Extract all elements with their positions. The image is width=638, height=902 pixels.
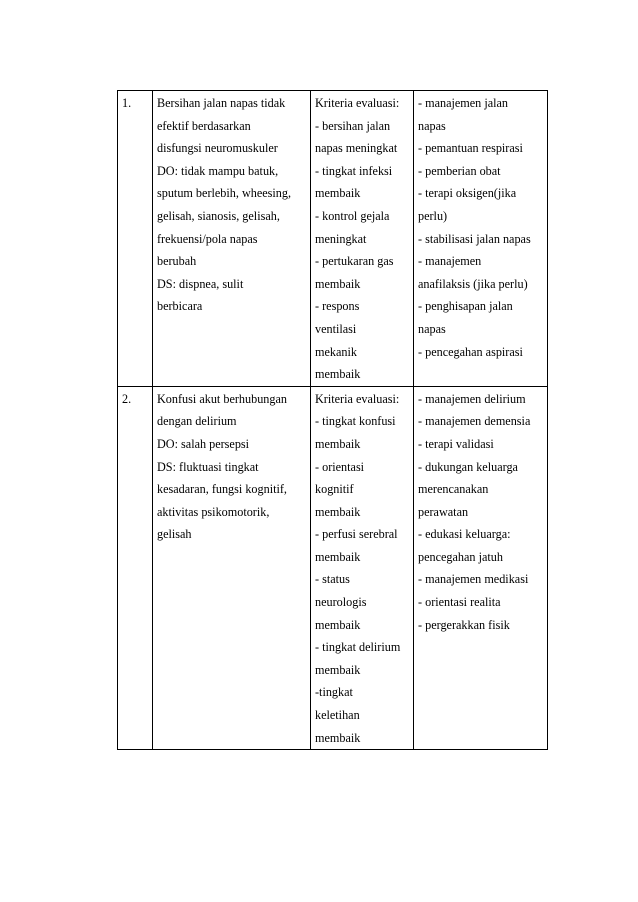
- cell-line: - manajemen delirium: [418, 391, 526, 406]
- cell-line: kesadaran, fungsi kognitif,: [157, 482, 287, 497]
- cell-line: - tingkat delirium: [315, 640, 401, 655]
- cell-line: efektif berdasarkan: [157, 118, 251, 133]
- interventions-cell: [414, 386, 548, 750]
- cell-line: - status: [315, 572, 350, 587]
- diagnosis-cell: [153, 386, 311, 750]
- cell-line: disfungsi neuromuskuler: [157, 141, 278, 156]
- cell-line: mekanik: [315, 344, 357, 359]
- cell-line: - orientasi: [315, 459, 365, 474]
- cell-line: - manajemen: [418, 254, 482, 269]
- cell-line: Kriteria evaluasi:: [315, 96, 400, 110]
- cell-line: sputum berlebih, wheesing,: [157, 186, 292, 201]
- cell-line: - pemberian obat: [418, 163, 501, 178]
- cell-line: - terapi oksigen(jika: [418, 186, 517, 201]
- cell-line: - stabilisasi jalan napas: [418, 231, 531, 246]
- cell-line: napas meningkat: [315, 141, 398, 156]
- cell-line: - pemantuan respirasi: [418, 141, 523, 156]
- cell-line: membaik: [315, 617, 361, 632]
- interventions-cell: [414, 91, 548, 387]
- diagnosis-cell: [153, 91, 311, 387]
- cell-line: - kontrol gejala: [315, 208, 390, 223]
- outcome-criteria-cell: [311, 386, 414, 750]
- cell-line: gelisah: [157, 527, 192, 542]
- cell-line: DO: salah persepsi: [157, 436, 250, 451]
- row-number-cell: [118, 386, 153, 750]
- cell-line: Konfusi akut berhubungan: [157, 391, 287, 406]
- cell-line: meningkat: [315, 231, 367, 246]
- table-body: [118, 91, 548, 750]
- cell-line: membaik: [315, 549, 361, 564]
- cell-line: gelisah, sianosis, gelisah,: [157, 208, 280, 223]
- cell-line: -tingkat: [315, 685, 353, 700]
- cell-line: - pencegahan aspirasi: [418, 344, 523, 359]
- cell-line: - tingkat konfusi: [315, 414, 396, 429]
- cell-line: perlu): [418, 208, 448, 223]
- cell-line: membaik: [315, 276, 361, 291]
- cell-line: aktivitas psikomotorik,: [157, 504, 270, 519]
- table-row: [118, 386, 548, 750]
- nursing-care-table: [117, 90, 548, 750]
- cell-line: Bersihan jalan napas tidak: [157, 96, 286, 110]
- cell-line: ventilasi: [315, 321, 357, 336]
- cell-line: berubah: [157, 254, 197, 269]
- cell-line: membaik: [315, 367, 361, 382]
- cell-line: membaik: [315, 436, 361, 451]
- cell-line: - manajemen jalan: [418, 96, 509, 110]
- cell-line: - orientasi realita: [418, 595, 501, 610]
- cell-line: - perfusi serebral: [315, 527, 398, 542]
- cell-line: pencegahan jatuh: [418, 549, 503, 564]
- cell-line: perawatan: [418, 504, 469, 519]
- cell-line: - edukasi keluarga:: [418, 527, 511, 542]
- cell-line: Kriteria evaluasi:: [315, 391, 400, 406]
- cell-line: kognitif: [315, 482, 354, 497]
- cell-line: - pertukaran gas: [315, 254, 394, 269]
- outcome-criteria-cell: [311, 91, 414, 387]
- cell-line: - dukungan keluarga: [418, 459, 518, 474]
- row-number: 1.: [122, 96, 132, 110]
- row-number-cell: [118, 91, 153, 387]
- table-row: [118, 91, 548, 387]
- cell-line: membaik: [315, 186, 361, 201]
- cell-line: - penghisapan jalan: [418, 299, 513, 314]
- cell-line: berbicara: [157, 299, 203, 314]
- cell-line: - respons: [315, 299, 360, 314]
- cell-line: dengan delirium: [157, 414, 237, 429]
- cell-line: DO: tidak mampu batuk,: [157, 163, 279, 178]
- cell-line: neurologis: [315, 595, 367, 610]
- cell-line: napas: [418, 118, 446, 133]
- cell-line: - terapi validasi: [418, 436, 494, 451]
- cell-line: anafilaksis (jika perlu): [418, 276, 528, 291]
- cell-line: DS: fluktuasi tingkat: [157, 459, 259, 474]
- row-number: 2.: [122, 391, 132, 406]
- cell-line: napas: [418, 321, 446, 336]
- cell-line: - manajemen medikasi: [418, 572, 529, 587]
- cell-line: frekuensi/pola napas: [157, 231, 258, 246]
- cell-line: membaik: [315, 662, 361, 677]
- cell-line: membaik: [315, 730, 361, 745]
- cell-line: - pergerakkan fisik: [418, 617, 510, 632]
- cell-line: merencanakan: [418, 482, 489, 497]
- cell-line: DS: dispnea, sulit: [157, 276, 244, 291]
- cell-line: - bersihan jalan: [315, 118, 391, 133]
- cell-line: - manajemen demensia: [418, 414, 531, 429]
- cell-line: membaik: [315, 504, 361, 519]
- cell-line: keletihan: [315, 708, 360, 723]
- cell-line: - tingkat infeksi: [315, 163, 393, 178]
